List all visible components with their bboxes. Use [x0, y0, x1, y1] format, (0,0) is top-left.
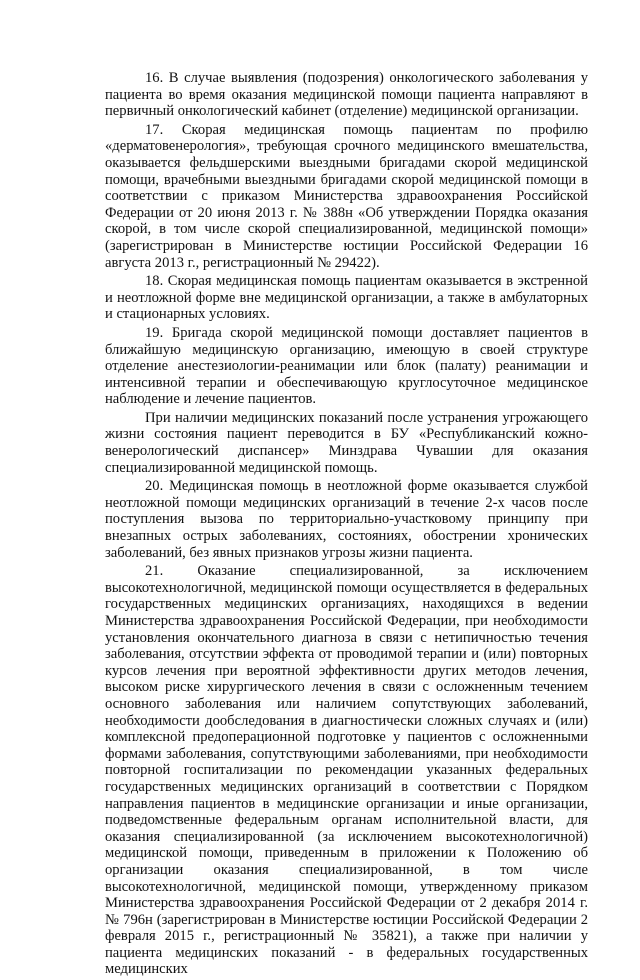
- paragraph-18: 18. Скорая медицинская помощь пациентам оказывается в экстренной и неотложной форме вне медицинской организации, а также в амбулаторных и стационарных условиях.: [105, 273, 588, 323]
- paragraph-21: 21. Оказание специализированной, за исключением высокотехнологичной, медицинской помощи осуществляется в федеральных государственных медицинских организациях, находящихся в ведении Министерства здравоохранения Российской Федерации, при необходимости установления окончательного диагноза в связи с нетипичностью течения заболевания, отсутствии эффекта от проводимой терапии и (или) повторных курсов лечения при вероятной эффективности других методов лечения, высоком риске хирургического лечения в связи с осложненным течением основного заболевания или наличием сопутствующих заболеваний, необходимости дообследования в диагностически сложных случаях и (или) комплексной предоперационной подготовке у пациентов с осложненными формами заболевания, сопутствующими заболеваниями, при необходимости повторной госпитализации по рекомендации указанных федеральных государственных медицинских организаций в соответствии с Порядком направления пациентов в медицинские организации и иные организации, подведомственные федеральным органам исполнительной власти, для оказания специализированной (за исключением высокотехнологичной) медицинской помощи, приведенным в приложении к Положению об организации оказания специализированной, в том числе высокотехнологичной, медицинской помощи, утвержденному приказом Министерства здравоохранения Российской Федерации от 2 декабря 2014 г. № 796н (зарегистрирован в Министерстве юстиции Российской Федерации 2 февраля 2015 г., регистрационный № 35821), а также при наличии у пациента медицинских показаний - в федеральных государственных медицинских: [105, 563, 588, 978]
- paragraph-17: 17. Скорая медицинская помощь пациентам по профилю «дерматовенерология», требующая срочного медицинского вмешательства, оказывается фельдшерскими выездными бригадами скорой медицинской помощи, врачебными выездными бригадами скорой медицинской помощи в соответствии с приказом Министерства здравоохранения Российской Федерации от 20 июня 2013 г. № 388н «Об утверждении Порядка оказания скорой, в том числе скорой специализированной, медицинской помощи» (зарегистрирован в Министерстве юстиции Российской Федерации 16 августа 2013 г., регистрационный № 29422).: [105, 121, 588, 271]
- paragraph-19-continuation: При наличии медицинских показаний после устранения угрожающего жизни состояния пациент переводится в БУ «Республиканский кожно-венерологический диспансер» Минздрава Чувашии для оказания специализированной медицинской помощь.: [105, 409, 588, 476]
- paragraph-16: 16. В случае выявления (подозрения) онкологического заболевания у пациента во время оказания медицинской помощи пациента направляют в первичный онкологический кабинет (отделение) медицинской организации.: [105, 70, 588, 120]
- document-body: [105, 70, 588, 980]
- paragraph-20: 20. Медицинская помощь в неотложной форме оказывается службой неотложной помощи медицинских организаций в течение 2-х часов после поступления вызова по территориально-участковому принципу при внезапных острых заболеваниях, состояниях, обострении хронических заболеваний, без явных признаков угрозы жизни пациента.: [105, 478, 588, 561]
- paragraph-19: 19. Бригада скорой медицинской помощи доставляет пациентов в ближайшую медицинскую организацию, имеющую в своей структуре отделение анестезиологии-реанимации или блок (палату) реанимации и интенсивной терапии и обеспечивающую круглосуточное медицинское наблюдение и лечение пациентов.: [105, 324, 588, 408]
